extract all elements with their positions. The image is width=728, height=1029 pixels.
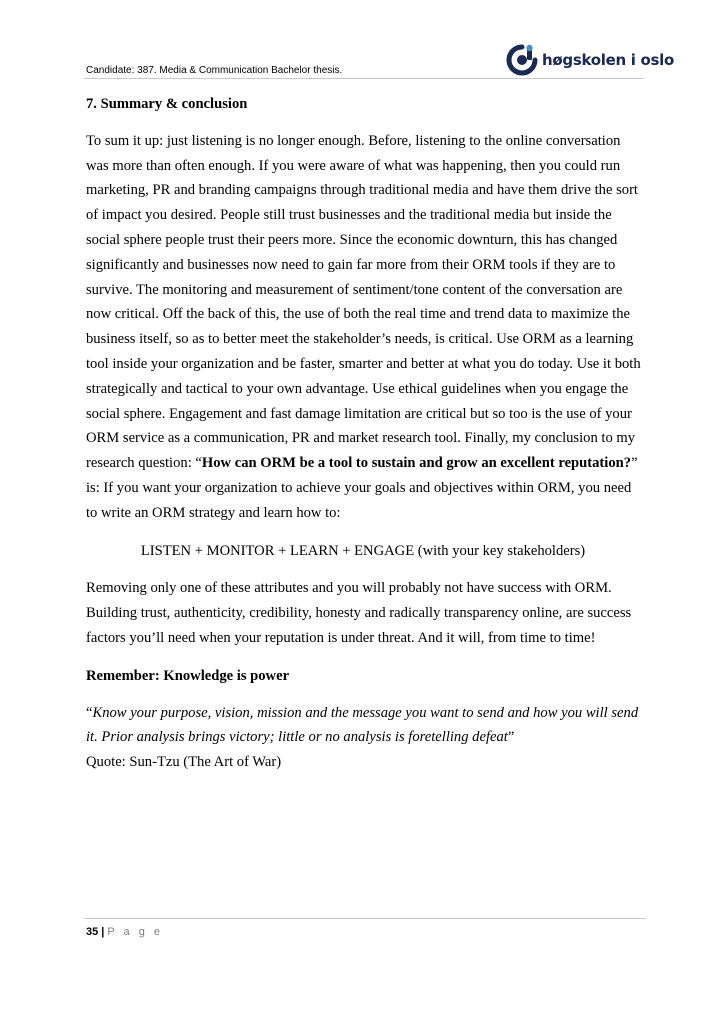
- footer-separator: |: [101, 926, 105, 938]
- page-number: 35: [86, 926, 99, 938]
- summary-text: To sum it up: just listening is no longer enough. Before, listening to the online conversation was more than often enough. If you were aware of what was happening, then you could run marketing, PR and branding campaigns through traditional media and have them drive the sort of impact you desired. People still trust businesses and the traditional media but inside the social sphere people trust their peers more. Since the economic downturn, this has changed significantly and businesses now need to gain far more from their ORM tools if they are to survive. The monitoring and measurement of sentiment/tone content of the conversation are now critical. Off the back of this, the use of both the real time and trend data to maximize the business itself, so as to better meet the stakeholder’s needs, is critical. Use ORM as a learning tool inside your organization and be faster, smarter and better at what you do today. Use it both strategically and tactical to your own advantage. Use ethical guidelines when you engage the social sphere. Engagement and fast damage limitation are critical but so too is the use of your ORM service as a communication, PR and market research tool. Finally, my conclusion to my research question: “: [86, 132, 641, 472]
- footer-divider: [84, 918, 646, 919]
- hio-logo-icon: [506, 44, 538, 76]
- quote-open-mark: “: [86, 704, 93, 721]
- remember-heading: Remember: Knowledge is power: [86, 667, 290, 684]
- key-formula: LISTEN + MONITOR + LEARN + ENGAGE (with your key stakeholders): [140, 542, 586, 559]
- logo-wordmark: høgskolen i oslo: [542, 51, 674, 69]
- quote-text: Know your purpose, vision, mission and the message you want to send and how you will send it. Prior analysis brings victory; little or no analysis is foretelling defeat: [86, 704, 639, 746]
- institution-logo: [506, 44, 674, 76]
- quote-source: Quote: Sun-Tzu (The Art of War): [86, 754, 282, 771]
- document-body: [86, 92, 646, 775]
- quote-close-mark: ”: [507, 729, 515, 746]
- quote-paragraph: [86, 701, 646, 751]
- research-question: How can ORM be a tool to sustain and grow an excellent reputation?: [201, 455, 632, 472]
- page-footer: [86, 926, 163, 938]
- summary-text-end: ” is: If you want your organization to achieve your goals and objectives within ORM, you need to write an ORM strategy and learn how to:: [86, 455, 638, 521]
- attributes-paragraph: Removing only one of these attributes and you will probably not have success with ORM. Building trust, authenticity, credibility, honesty and radically transparency online, are success factors you’ll need when your reputation is under threat. And it will, from time to time!: [86, 580, 632, 646]
- section-heading: 7. Summary & conclusion: [86, 96, 248, 112]
- summary-paragraph: [86, 129, 646, 526]
- header-divider: [84, 78, 644, 79]
- header-candidate-text: Candidate: 387. Media & Communication Bachelor thesis.: [86, 65, 343, 76]
- page-label: P a g e: [107, 926, 163, 938]
